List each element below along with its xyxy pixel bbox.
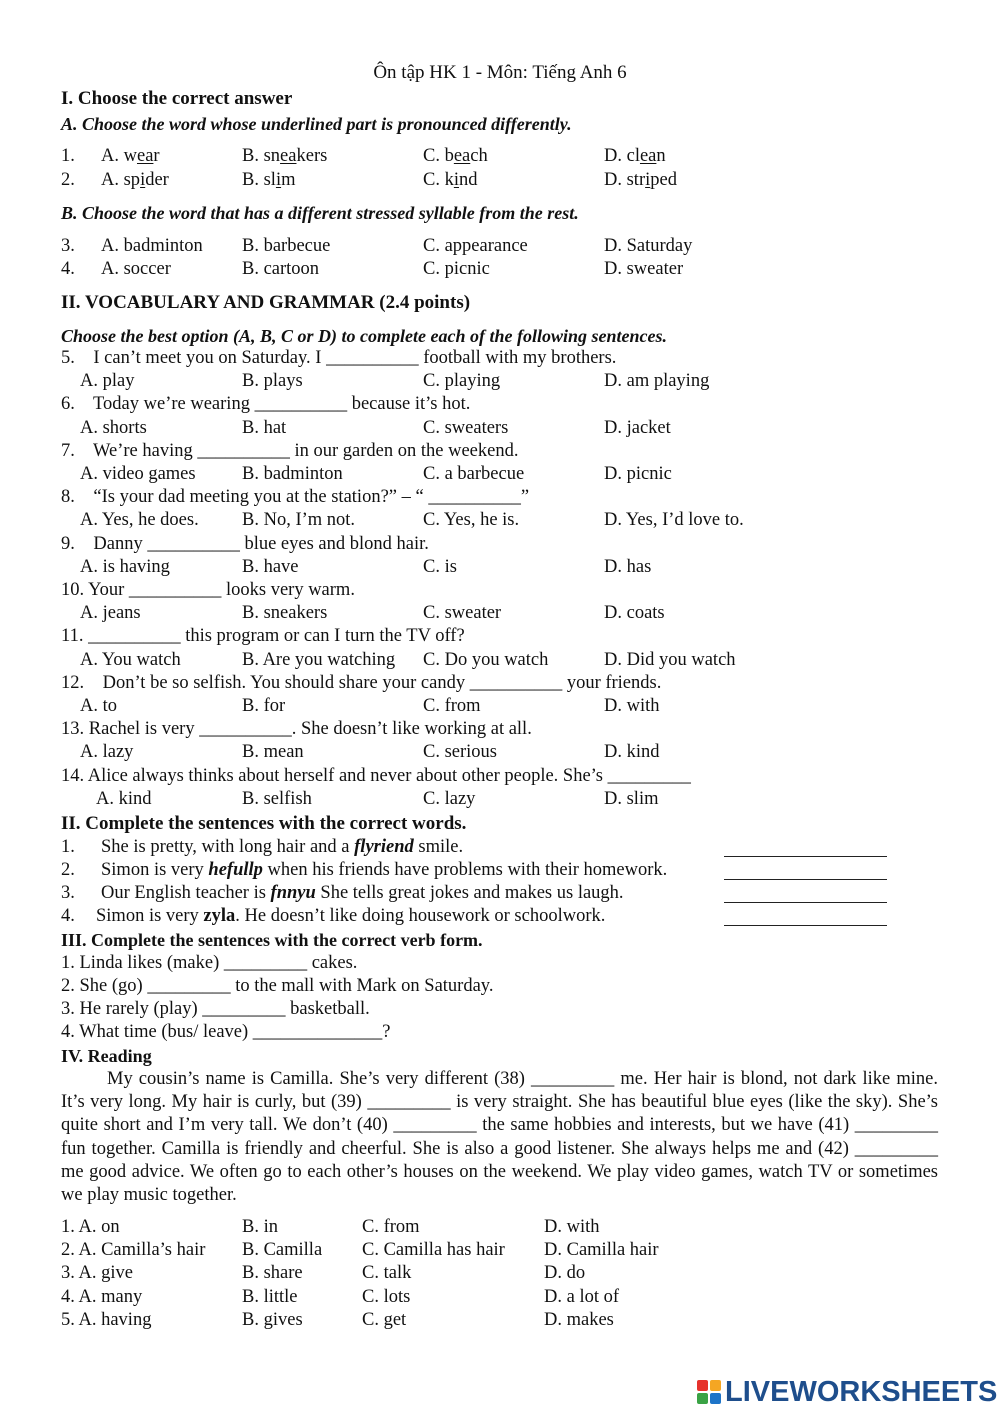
option-a[interactable]: A. video games [80, 464, 196, 484]
option-d[interactable]: D. has [604, 556, 652, 577]
option-suffix: n [656, 146, 666, 166]
option-c[interactable]: C. from [423, 696, 481, 716]
option-prefix: D. str [604, 170, 646, 190]
reading-option-b[interactable]: B. share [242, 1263, 303, 1283]
option-d[interactable]: D. with [604, 696, 660, 716]
question-stem: 11. __________ this program or can I turn the TV off? [61, 626, 465, 647]
option-b[interactable]: B. have [242, 556, 299, 577]
underlined-part: ea [639, 146, 657, 166]
option-d[interactable]: D. picnic [604, 464, 672, 484]
reading-option-b[interactable]: B. Camilla [242, 1240, 323, 1260]
option-b[interactable]: B. No, I’m not. [242, 510, 356, 531]
option-b[interactable]: B. mean [242, 742, 304, 763]
option-prefix: A. sp [101, 170, 141, 190]
answer-blank[interactable] [724, 879, 887, 880]
option-b[interactable]: B. barbecue [242, 236, 331, 256]
underlined-part: i [645, 170, 651, 190]
section-heading-complete-words: II. Complete the sentences with the correct words. [61, 813, 467, 834]
option-c[interactable]: C. serious [423, 742, 497, 763]
option-d[interactable]: D. coats [604, 603, 665, 624]
reading-option-d[interactable]: D. makes [544, 1310, 614, 1330]
question-stem: 8. “Is your dad meeting you at the station?” – “ __________” [61, 487, 530, 508]
vocab-instruction: Choose the best option (A, B, C or D) to complete each of the following sentences. [61, 326, 667, 346]
logo-text: LIVEWORKSHEETS [725, 1375, 998, 1408]
word-item-sentence [101, 859, 667, 881]
question-number: 3. [61, 236, 75, 256]
reading-option-c[interactable]: C. lots [362, 1287, 411, 1307]
option-suffix: r [153, 146, 160, 166]
verb-item: 1. Linda likes (make) _________ cakes. [61, 953, 358, 973]
section-heading-vocab: II. VOCABULARY AND GRAMMAR (2.4 points) [61, 292, 471, 313]
option-a[interactable] [101, 145, 160, 167]
option-a[interactable]: A. You watch [80, 649, 181, 670]
reading-passage [61, 1068, 938, 1207]
verb-item: 2. She (go) _________ to the mall with Mark on Saturday. [61, 976, 494, 996]
reading-passage-text: My cousin’s name is Camilla. She’s very different (38) _________ me. Her hair is blond, not dark like mine. It’s very long. My hair is curly, but (39) _________ is very straight. She has beautiful blue eyes (like the sky). She’s quite short and I’m very tall. We don’t (40) _________ the same hobbies and interests, but we have (41) _________ fun together. Camilla is friendly and cheerful. She is also a good listener. She always helps me and (42) _________ me good advice. We often go to each other’s houses on the weekend. We play video games, watch TV or sometimes we play music together. [61, 1069, 938, 1206]
underlined-part: i [275, 170, 282, 190]
option-suffix: kers [296, 146, 328, 166]
item-number: 3. [61, 883, 75, 903]
reading-option-b[interactable]: B. little [242, 1287, 298, 1307]
option-c[interactable] [423, 145, 488, 167]
reading-option-b[interactable]: B. in [242, 1217, 278, 1237]
reading-option-d[interactable]: D. Camilla hair [544, 1240, 659, 1260]
option-suffix: ch [470, 146, 488, 166]
section-heading-reading: IV. Reading [61, 1046, 152, 1066]
scrambled-word: hefullp [208, 860, 263, 880]
option-d[interactable]: D. Saturday [604, 236, 693, 256]
sentence-post: . He doesn’t like doing housework or schoolwork. [235, 906, 606, 926]
question-stem: 9. Danny __________ blue eyes and blond hair. [61, 533, 429, 554]
underlined-part: ea [280, 146, 297, 166]
option-b[interactable]: B. badminton [242, 464, 343, 484]
option-c[interactable]: C. picnic [423, 259, 490, 279]
option-prefix: D. cl [604, 146, 640, 166]
option-prefix: A. w [101, 146, 137, 166]
option-b[interactable]: B. selfish [242, 788, 312, 809]
option-c[interactable]: C. Do you watch [423, 649, 549, 670]
reading-option-c[interactable]: C. talk [362, 1263, 412, 1283]
answer-blank[interactable] [724, 925, 887, 926]
option-d[interactable] [604, 169, 677, 191]
word-item-sentence [101, 836, 463, 858]
option-c[interactable]: C. sweaters [423, 417, 509, 438]
option-b[interactable] [242, 169, 295, 191]
question-number: 1. [61, 146, 75, 166]
option-d[interactable] [604, 145, 666, 167]
option-a[interactable] [101, 169, 169, 191]
option-b[interactable]: B. for [242, 696, 286, 716]
option-prefix: C. b [423, 146, 454, 166]
scrambled-word: flyriend [354, 837, 414, 857]
option-a[interactable]: A. badminton [101, 236, 203, 256]
part-a-instruction: A. Choose the word whose underlined part is pronounced differently. [61, 114, 572, 134]
option-d[interactable]: D. slim [604, 788, 659, 809]
option-d[interactable]: D. sweater [604, 259, 684, 279]
reading-option-d[interactable]: D. do [544, 1263, 586, 1283]
item-number: 2. [61, 860, 75, 880]
option-c[interactable] [423, 169, 477, 191]
reading-option-a[interactable]: 4. A. many [61, 1287, 143, 1307]
option-b[interactable] [242, 145, 327, 167]
option-a[interactable]: A. shorts [80, 417, 147, 438]
question-number: 4. [61, 259, 75, 279]
option-a[interactable]: A. soccer [101, 259, 171, 279]
reading-option-a[interactable]: 1. A. on [61, 1217, 120, 1237]
sentence-pre: Our English teacher is [101, 883, 271, 903]
item-number: 1. [61, 837, 75, 857]
option-a[interactable]: A. play [80, 371, 135, 392]
answer-blank[interactable] [724, 856, 887, 857]
scrambled-word: fnnyu [270, 883, 316, 903]
option-c[interactable]: C. playing [423, 371, 501, 392]
option-suffix: ped [650, 170, 677, 190]
underlined-part: ea [136, 146, 154, 166]
option-d[interactable]: D. kind [604, 742, 660, 763]
option-b[interactable]: B. Are you watching [242, 649, 396, 670]
sentence-pre: She is pretty, with long hair and a [101, 837, 355, 857]
option-c[interactable]: C. Yes, he is. [423, 510, 520, 531]
option-b[interactable]: B. hat [242, 417, 287, 438]
option-b[interactable]: B. plays [242, 371, 303, 392]
option-prefix: C. k [423, 170, 454, 190]
section-heading-verb-form: III. Complete the sentences with the correct verb form. [61, 930, 483, 950]
option-a[interactable]: A. kind [96, 788, 152, 809]
option-a[interactable]: A. jeans [80, 603, 141, 624]
underlined-part: ea [453, 146, 471, 166]
sentence-post: smile. [413, 837, 464, 857]
option-d[interactable]: D. am playing [604, 371, 710, 392]
reading-option-a[interactable]: 5. A. having [61, 1310, 152, 1330]
option-prefix: B. sl [242, 170, 276, 190]
option-b[interactable]: B. cartoon [242, 259, 320, 279]
option-d[interactable]: D. Did you watch [604, 649, 736, 670]
logo-mark-icon [697, 1380, 721, 1404]
question-number: 2. [61, 170, 75, 190]
option-a[interactable]: A. lazy [80, 742, 134, 763]
liveworksheets-logo [697, 1376, 997, 1408]
option-suffix: nd [458, 170, 478, 190]
section-heading-choose: I. Choose the correct answer [61, 88, 293, 109]
word-item-sentence [96, 905, 605, 927]
page-title: Ôn tập HK 1 - Môn: Tiếng Anh 6 [373, 62, 627, 83]
reading-option-c[interactable]: C. get [362, 1310, 407, 1330]
question-stem: 12. Don’t be so selfish. You should share your candy __________ your friends. [61, 672, 662, 693]
question-stem: 10. Your __________ looks very warm. [61, 580, 355, 600]
part-b-instruction: B. Choose the word that has a different stressed syllable from the rest. [61, 203, 579, 223]
reading-option-c[interactable]: C. from [362, 1217, 420, 1237]
reading-option-d[interactable]: D. with [544, 1217, 600, 1237]
sentence-pre: Simon is very [101, 860, 209, 880]
option-b[interactable]: B. sneakers [242, 603, 328, 624]
reading-option-a[interactable]: 3. A. give [61, 1263, 133, 1283]
sentence-post: when his friends have problems with their homework. [262, 860, 668, 880]
option-prefix: B. sn [242, 146, 281, 166]
option-d[interactable]: D. jacket [604, 417, 671, 438]
underlined-part: i [453, 170, 459, 190]
scrambled-word: zyla [203, 906, 236, 926]
reading-option-d[interactable]: D. a lot of [544, 1287, 620, 1307]
option-a[interactable]: A. is having [80, 556, 170, 577]
option-suffix: der [145, 170, 169, 190]
underlined-part: i [140, 170, 146, 190]
reading-option-c[interactable]: C. Camilla has hair [362, 1240, 505, 1260]
option-c[interactable]: C. is [423, 556, 457, 577]
option-d[interactable]: D. Yes, I’d love to. [604, 510, 744, 531]
option-c[interactable]: C. sweater [423, 603, 502, 624]
question-stem: 6. Today we’re wearing __________ because it’s hot. [61, 394, 471, 415]
option-c[interactable]: C. a barbecue [423, 464, 525, 484]
question-stem: 5. I can’t meet you on Saturday. I __________ football with my brothers. [61, 348, 617, 368]
option-a[interactable]: A. to [80, 696, 117, 716]
question-stem: 13. Rachel is very __________. She doesn’t like working at all. [61, 719, 532, 740]
answer-blank[interactable] [724, 902, 887, 903]
option-suffix: m [281, 170, 296, 190]
question-stem: 7. We’re having __________ in our garden on the weekend. [61, 440, 519, 461]
sentence-pre: Simon is very [96, 906, 204, 926]
reading-option-b[interactable]: B. gives [242, 1310, 303, 1330]
option-c[interactable]: C. lazy [423, 788, 476, 809]
sentence-post: She tells great jokes and makes us laugh. [315, 883, 624, 903]
option-a[interactable]: A. Yes, he does. [80, 510, 199, 531]
verb-item: 4. What time (bus/ leave) ______________? [61, 1022, 391, 1042]
question-stem: 14. Alice always thinks about herself and never about other people. She’s _________ [61, 765, 691, 786]
word-item-sentence [101, 882, 624, 904]
option-c[interactable]: C. appearance [423, 236, 528, 256]
item-number: 4. [61, 906, 75, 926]
verb-item: 3. He rarely (play) _________ basketball. [61, 999, 370, 1019]
reading-option-a[interactable]: 2. A. Camilla’s hair [61, 1240, 206, 1260]
